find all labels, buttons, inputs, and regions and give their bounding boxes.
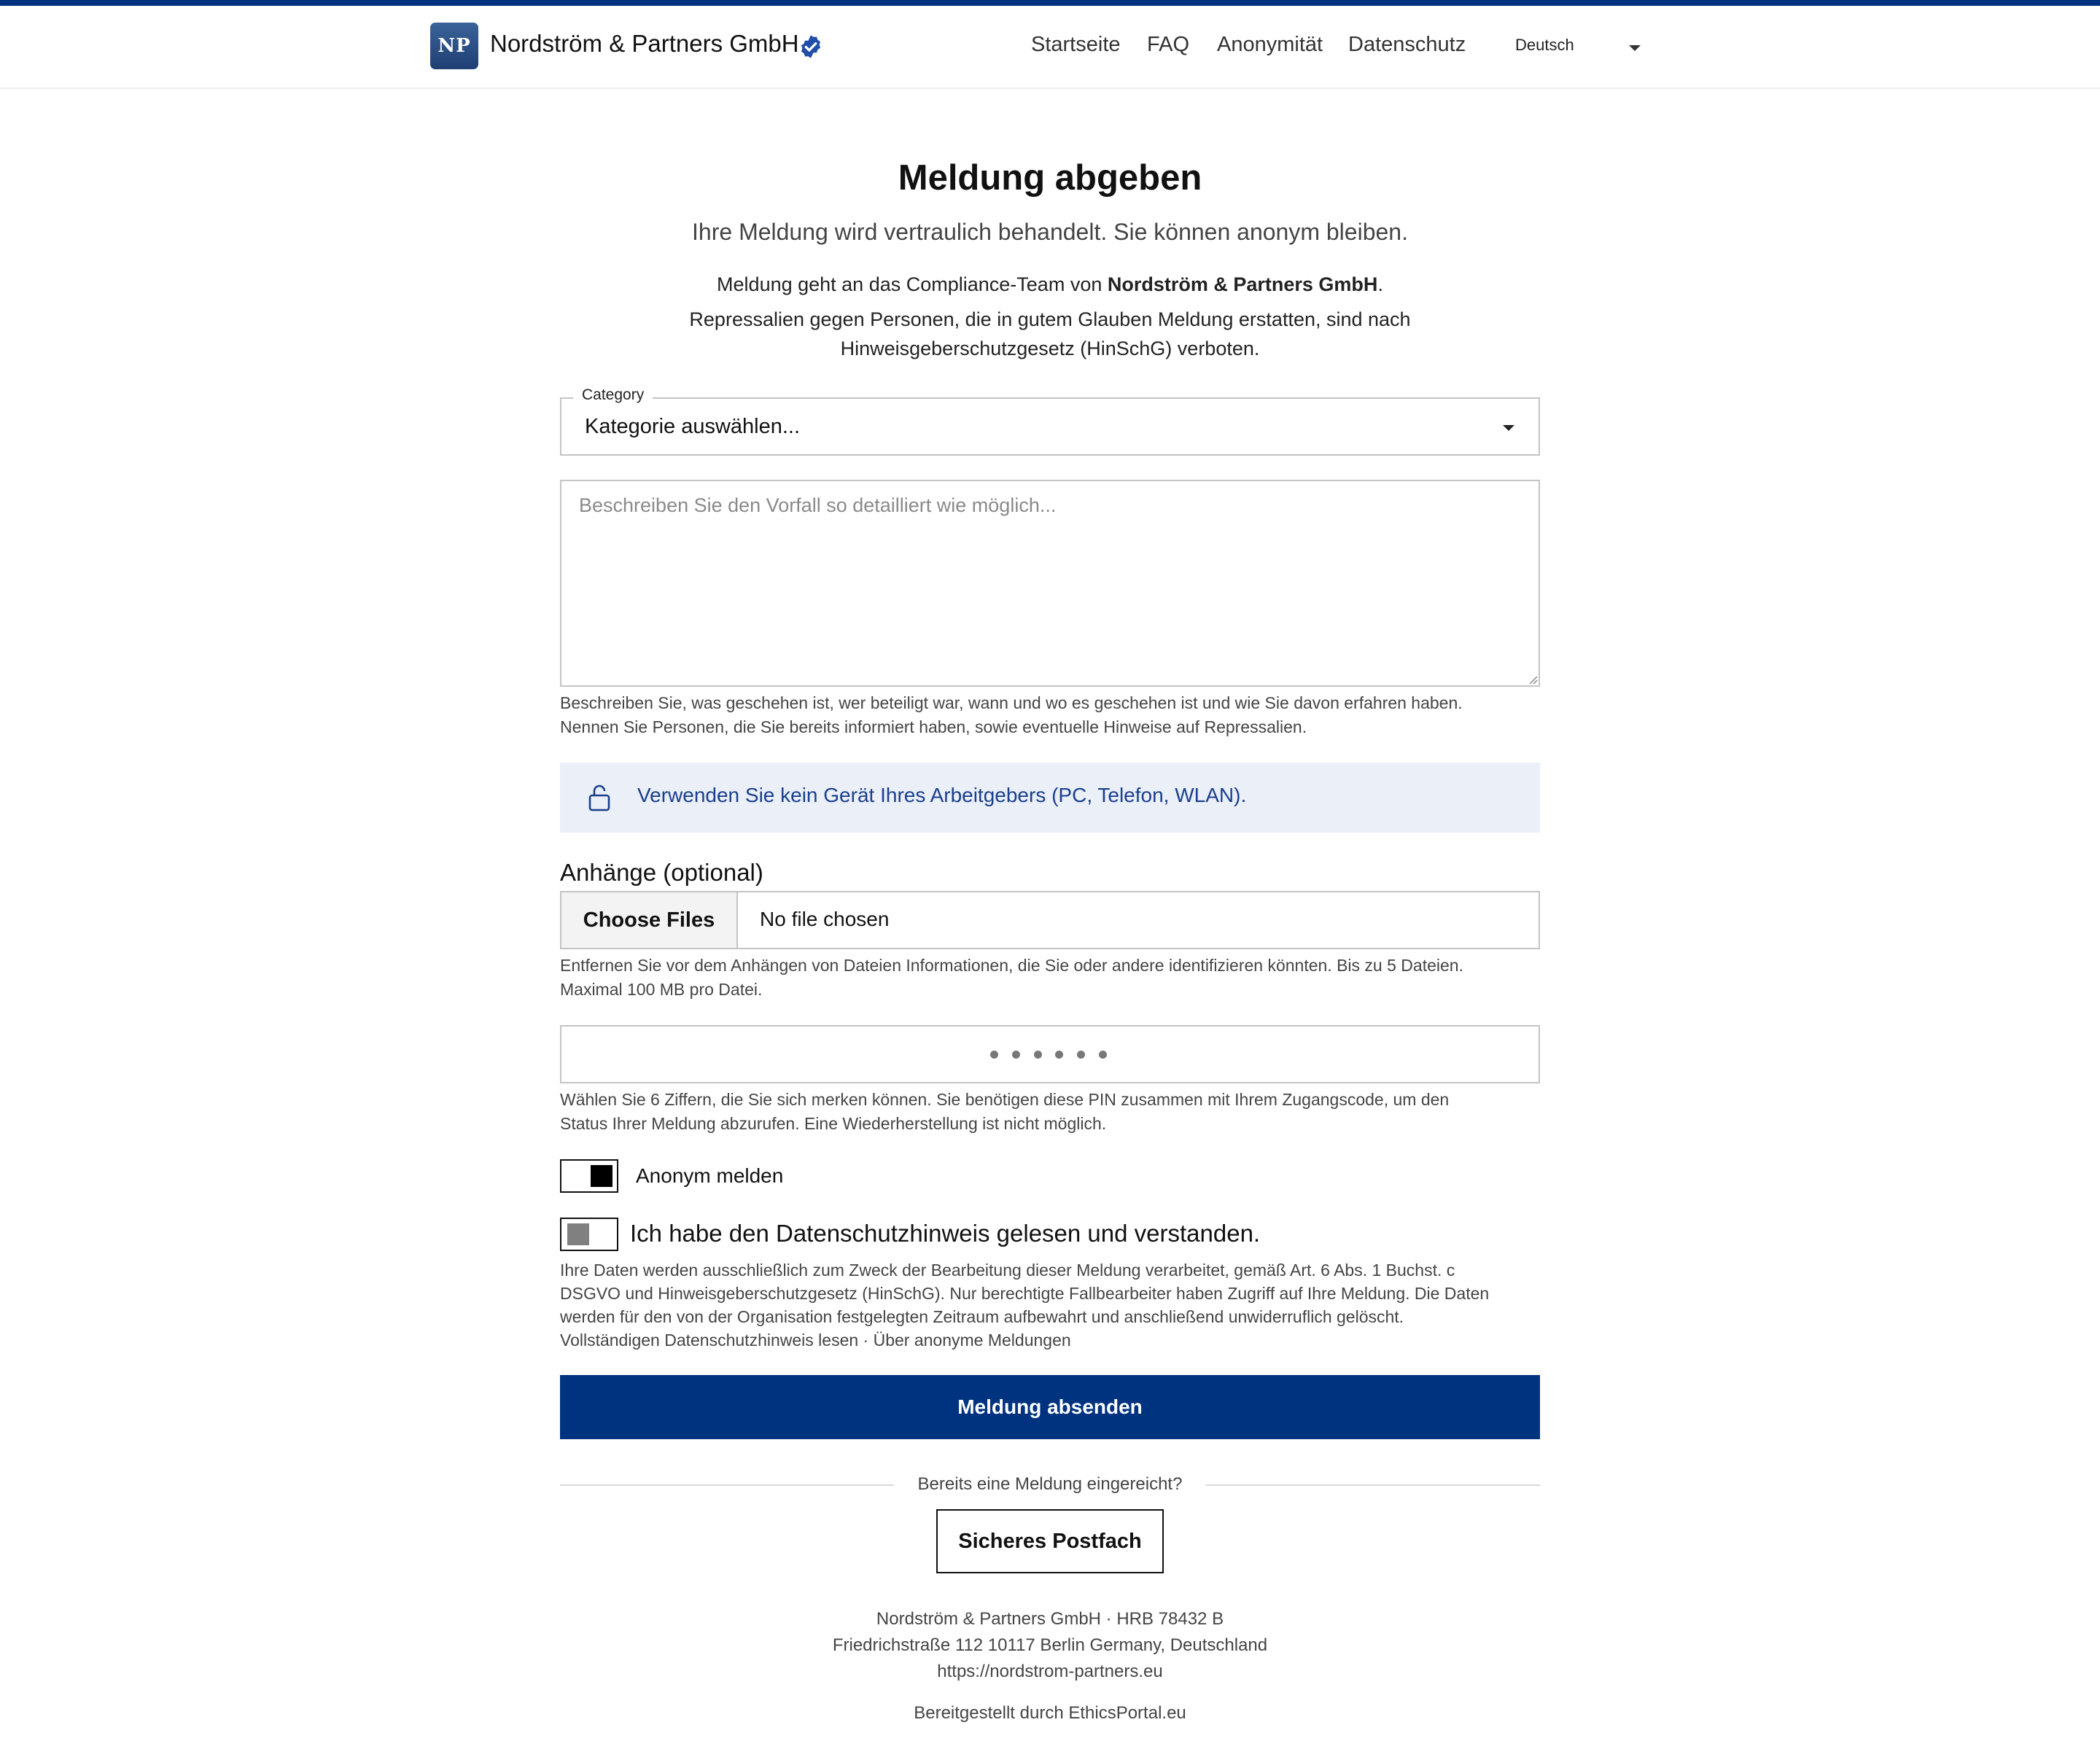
privacy-full-link[interactable]: Vollständigen Datenschutzhinweis lesen (560, 1331, 859, 1350)
nav-anonymitaet[interactable]: Anonymität (1217, 33, 1323, 56)
privacy-help-line1: Ihre Daten werden ausschließlich zum Zweck der Bearbeitung dieser Meldung verarbeitet, gemäß Art. 6 Abs. 1 Buchst. c (560, 1261, 1455, 1280)
attachments-help-line2: Maximal 100 MB pro Datei. (560, 980, 763, 999)
nav-faq[interactable]: FAQ (1147, 33, 1190, 56)
pin-dot (1099, 1051, 1107, 1059)
privacy-toggle[interactable] (560, 1218, 618, 1251)
page-subtitle: Ihre Meldung wird vertraulich behandelt. Sie können anonym bleiben. (692, 219, 1408, 245)
retaliation-notice-line2: Hinweisgeberschutzgesetz (HinSchG) verboten. (840, 338, 1260, 359)
nav-datenschutz[interactable]: Datenschutz (1348, 33, 1466, 56)
attachments-help-line1: Entfernen Sie vor dem Anhängen von Dateien Informationen, die Sie oder andere identifizieren könnten. Bis zu 5 Dateien. (560, 956, 1463, 975)
chevron-down-icon[interactable] (1629, 45, 1641, 51)
already-submitted-prompt: Bereits eine Meldung eingereicht? (917, 1474, 1183, 1494)
pin-dot (1055, 1051, 1063, 1059)
nav-startseite[interactable]: Startseite (1031, 33, 1121, 56)
privacy-help-line3: werden für den von der Organisation festgelegten Zeitraum aufbewahrt und anschließend unwiderruflich gelöscht. (560, 1307, 1404, 1326)
anonymous-info-link[interactable]: Über anonyme Meldungen (873, 1331, 1071, 1350)
recipient-company: Nordström & Partners GmbH (1107, 273, 1378, 295)
company-name: Nordström & Partners GmbH (490, 30, 799, 57)
attachments-label: Anhänge (optional) (560, 859, 763, 886)
footer-website-link[interactable]: https://nordstrom-partners.eu (937, 1662, 1163, 1681)
page-title: Meldung abgeben (898, 158, 1202, 198)
top-accent-bar (0, 0, 2100, 6)
anonymous-label: Anonym melden (636, 1164, 784, 1187)
verified-badge-icon (798, 34, 824, 60)
language-select[interactable]: Deutsch (1515, 36, 1574, 54)
privacy-links: Vollständigen Datenschutzhinweis lesen · Über anonyme Meldungen (560, 1331, 1071, 1350)
description-help-line1: Beschreiben Sie, was geschehen ist, wer beteiligt war, wann und wo es geschehen ist und wie Sie davon erfahren haben. (560, 693, 1463, 712)
pin-help-line2: Status Ihrer Meldung abzurufen. Eine Wiederherstellung ist nicht möglich. (560, 1114, 1107, 1133)
pin-dot (1077, 1051, 1085, 1059)
footer-company: Nordström & Partners GmbH · HRB 78432 B (876, 1609, 1224, 1629)
privacy-label: Ich habe den Datenschutzhinweis gelesen und verstanden. (630, 1220, 1261, 1247)
company-logo[interactable]: NP (430, 23, 478, 69)
device-warning-text: Verwenden Sie kein Gerät Ihres Arbeitgebers (PC, Telefon, WLAN). (637, 784, 1247, 806)
description-help-line2: Nennen Sie Personen, die Sie bereits informiert haben, sowie eventuelle Hinweise auf Repressalien. (560, 717, 1307, 736)
pin-dot (1012, 1051, 1020, 1059)
submit-button[interactable]: Meldung absenden (560, 1375, 1540, 1439)
description-textarea[interactable] (560, 480, 1540, 687)
header (0, 6, 2100, 89)
pin-dot (1034, 1051, 1042, 1059)
retaliation-notice-line1: Repressalien gegen Personen, die in gutem Glauben Meldung erstatten, sind nach (689, 308, 1411, 330)
secure-mailbox-button[interactable]: Sicheres Postfach (936, 1509, 1164, 1573)
recipient-info: Meldung geht an das Compliance-Team von Nordström & Partners GmbH. (717, 273, 1383, 295)
category-value[interactable]: Kategorie auswählen... (585, 415, 801, 438)
footer-address: Friedrichstraße 112 10117 Berlin Germany, Deutschland (832, 1635, 1268, 1655)
privacy-help-line2: DSGVO und Hinweisgeberschutzgesetz (HinSchG). Nur berechtigte Fallbearbeiter haben Zugriff auf Ihre Meldung. Die Daten (560, 1284, 1490, 1303)
chevron-down-icon[interactable] (1503, 425, 1514, 431)
lock-icon (586, 783, 612, 812)
footer-provider: Bereitgestellt durch EthicsPortal.eu (914, 1703, 1186, 1723)
toggle-knob (591, 1165, 612, 1187)
resize-handle-icon[interactable] (1526, 673, 1538, 685)
choose-files-button[interactable]: Choose Files (561, 892, 738, 948)
file-status: No file chosen (760, 908, 890, 930)
pin-dots (990, 1047, 1107, 1062)
category-label: Category (573, 386, 653, 404)
anonymous-toggle[interactable] (560, 1159, 618, 1193)
pin-help-line1: Wählen Sie 6 Ziffern, die Sie sich merken können. Sie benötigen diese PIN zusammen mit Ihrem Zugangscode, um den (560, 1090, 1450, 1109)
pin-dot (990, 1051, 998, 1059)
toggle-knob (567, 1223, 589, 1245)
